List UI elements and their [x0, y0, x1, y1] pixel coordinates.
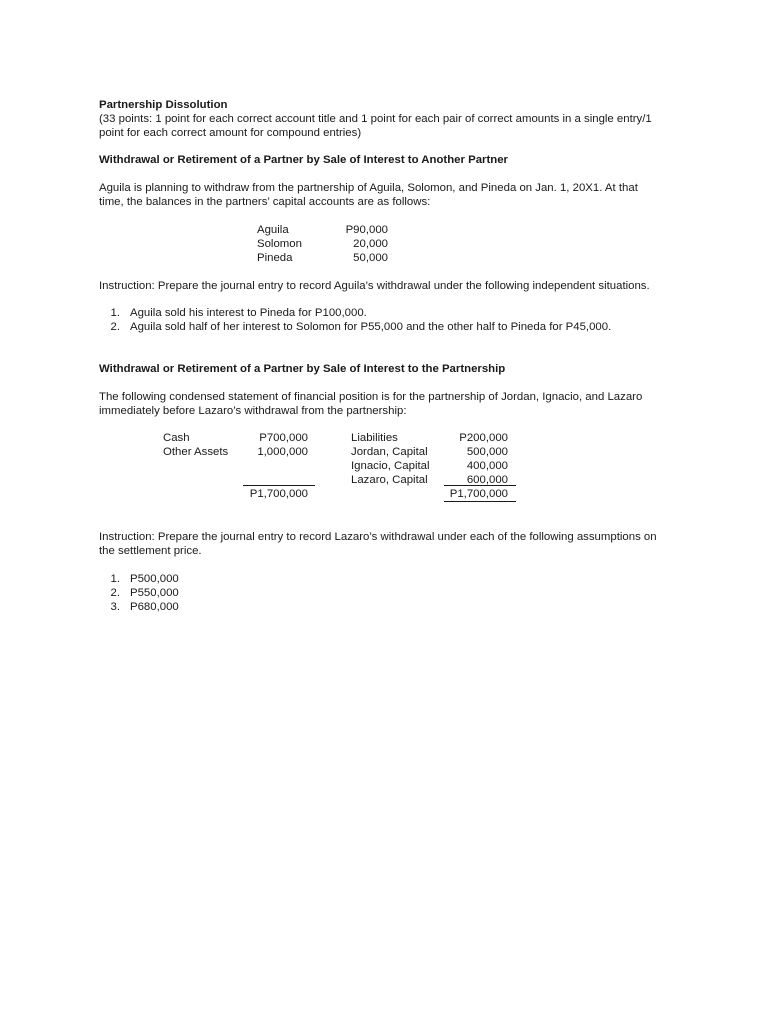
list-item-number: 3.	[110, 601, 120, 613]
list-item-text: Aguila sold half of her interest to Solomon for P55,000 and the other half to Pineda for P45,000.	[130, 321, 612, 333]
assets-total: P1,700,000	[249, 488, 308, 500]
asset-name: Cash	[163, 432, 190, 444]
list-item-text: P500,000	[130, 573, 179, 585]
situations-list	[108, 306, 708, 334]
section2-instruction-line-2: the settlement price.	[99, 545, 202, 557]
liability-equity-name: Jordan, Capital	[351, 446, 428, 458]
section1-intro-line-1: Aguila is planning to withdraw from the partnership of Aguila, Solomon, and Pineda on Jan. 1, 20X1. At that	[99, 182, 638, 194]
capital-name: Pineda	[257, 252, 293, 264]
section2-instruction-line-1: Instruction: Prepare the journal entry to record Lazaro’s withdrawal under each of the following assumptions on	[99, 531, 657, 543]
list-item-number: 1.	[110, 307, 120, 319]
liability-equity-name: Lazaro, Capital	[351, 474, 428, 486]
asset-amount: P700,000	[259, 432, 308, 444]
list-item-number: 2.	[110, 321, 120, 333]
capital-amount: 50,000	[353, 252, 388, 264]
section2-intro-line-1: The following condensed statement of financial position is for the partnership of Jordan, Ignacio, and Lazaro	[99, 391, 643, 403]
list-item-number: 2.	[110, 587, 120, 599]
capital-name: Solomon	[257, 238, 302, 250]
liabilities-equity-total-underline	[444, 501, 516, 502]
list-item-text: Aguila sold his interest to Pineda for P100,000.	[130, 307, 367, 319]
section2-heading: Withdrawal or Retirement of a Partner by Sale of Interest to the Partnership	[99, 363, 506, 375]
section1-heading: Withdrawal or Retirement of a Partner by Sale of Interest to Another Partner	[99, 154, 508, 166]
list-item	[108, 572, 408, 586]
list-item-number: 1.	[110, 573, 120, 585]
liability-equity-amount: 600,000	[466, 474, 508, 486]
document-title: Partnership Dissolution	[99, 99, 228, 111]
capital-name: Aguila	[257, 224, 289, 236]
asset-amount: 1,000,000	[257, 446, 308, 458]
section1-intro-line-2: time, the balances in the partners’ capital accounts are as follows:	[99, 196, 431, 208]
liabilities-equity-total-rule	[444, 485, 516, 486]
liability-equity-amount: P200,000	[459, 432, 508, 444]
liability-equity-name: Liabilities	[351, 432, 398, 444]
list-item	[108, 600, 408, 614]
list-item	[108, 586, 408, 600]
assets-total-rule	[243, 485, 315, 486]
list-item	[108, 306, 708, 320]
liability-equity-name: Ignacio, Capital	[351, 460, 430, 472]
points-note-line-1: (33 points: 1 point for each correct account title and 1 point for each pair of correct amounts in a single entry/1	[99, 113, 652, 125]
liability-equity-amount: 500,000	[466, 446, 508, 458]
capital-amount: 20,000	[353, 238, 388, 250]
asset-name: Other Assets	[163, 446, 229, 458]
points-note-line-2: point for each correct amount for compound entries)	[99, 127, 362, 139]
list-item-text: P680,000	[130, 601, 179, 613]
section2-intro-line-2: immediately before Lazaro’s withdrawal from the partnership:	[99, 405, 407, 417]
assumptions-list	[108, 572, 408, 614]
list-item-text: P550,000	[130, 587, 179, 599]
liabilities-equity-total: P1,700,000	[449, 488, 508, 500]
liability-equity-amount: 400,000	[466, 460, 508, 472]
section1-instruction: Instruction: Prepare the journal entry to record Aguila’s withdrawal under the following independent situations.	[99, 280, 650, 292]
capital-amount: P90,000	[345, 224, 388, 236]
list-item	[108, 320, 708, 334]
